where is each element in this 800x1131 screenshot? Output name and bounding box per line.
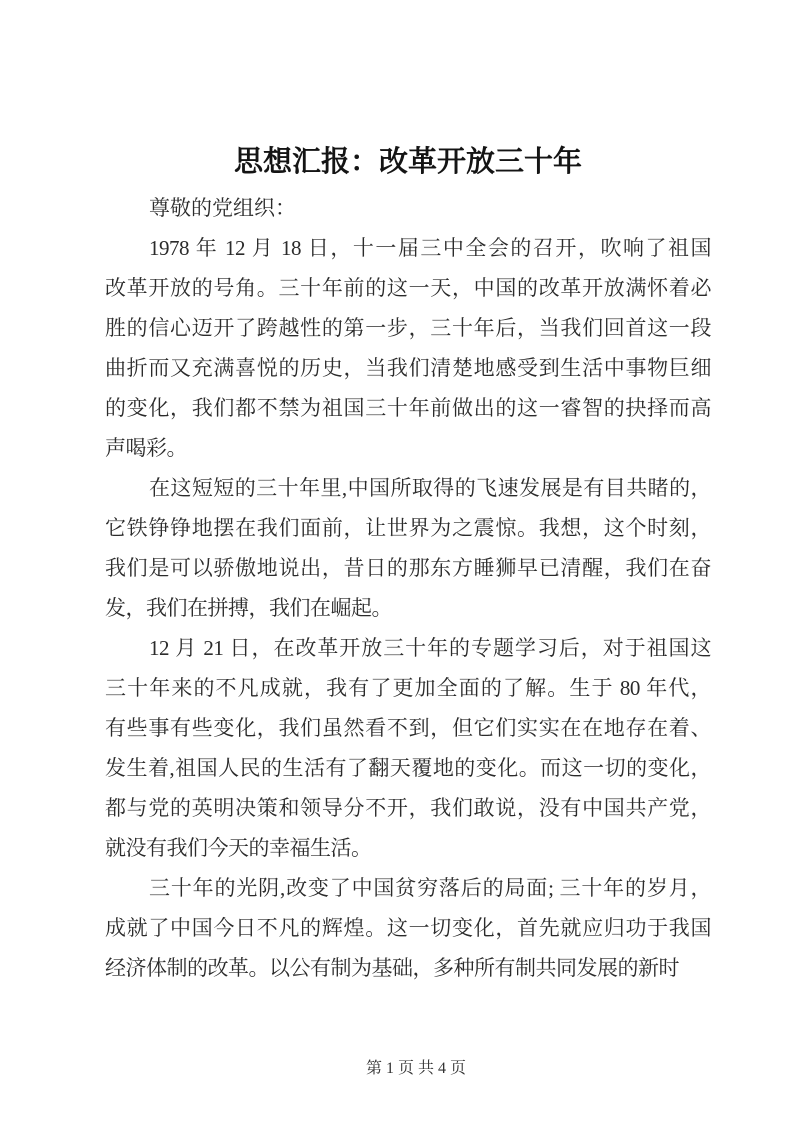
text-line: 的变化，我们都不禁为祖国三十年前做出的这一睿智的抉择而高 <box>105 396 711 420</box>
paragraph <box>105 628 711 868</box>
text-line: 有些事有些变化，我们虽然看不到，但它们实实在在地存在着、 <box>105 716 711 740</box>
text-line: 声喝彩。 <box>105 436 187 460</box>
text-line: 经济体制的改革。以公有制为基础，多种所有制共同发展的新时 <box>105 956 679 980</box>
page-footer <box>105 1036 711 1102</box>
text-line: 都与党的英明决策和领导分不开，我们敢说，没有中国共产党， <box>105 796 711 820</box>
page-number-label: 第 1 页 共 4 页 <box>365 1060 466 1077</box>
text-line: 发生着,祖国人民的生活有了翻天覆地的变化。而这一切的变化， <box>105 756 711 780</box>
text-line: 成就了中国今日不凡的辉煌。这一切变化，首先就应归功于我国 <box>105 916 711 940</box>
document-content <box>105 0 711 988</box>
text-line: 曲折而又充满喜悦的历史，当我们清楚地感受到生活中事物巨细 <box>105 356 711 380</box>
text-line: 在这短短的三十年里,中国所取得的飞速发展是有目共睹的， <box>149 476 711 500</box>
text-line: 胜的信心迈开了跨越性的第一步，三十年后，当我们回首这一段 <box>105 316 711 340</box>
salutation-line: 尊敬的党组织： <box>149 196 296 220</box>
document-title: 思想汇报：改革开放三十年 <box>233 146 582 178</box>
text-line: 改革开放的号角。三十年前的这一天，中国的改革开放满怀着必 <box>105 276 711 300</box>
paragraph <box>105 228 711 468</box>
text-line: 发，我们在拼搏，我们在崛起。 <box>105 596 392 620</box>
text-line: 1978 年 12 月 18 日，十一届三中全会的召开，吹响了祖国 <box>149 236 711 260</box>
text-line: 三十年的光阴,改变了中国贫穷落后的局面; 三十年的岁月， <box>149 876 711 900</box>
paragraph <box>105 468 711 628</box>
text-line: 它铁铮铮地摆在我们面前，让世界为之震惊。我想，这个时刻， <box>105 516 711 540</box>
text-line: 我们是可以骄傲地说出，昔日的那东方睡狮早已清醒，我们在奋 <box>105 556 711 580</box>
text-line: 就没有我们今天的幸福生活。 <box>105 836 372 860</box>
text-line: 三十年来的不凡成就，我有了更加全面的了解。生于 80 年代， <box>105 676 711 700</box>
paragraph <box>105 868 711 988</box>
text-line: 12 月 21 日，在改革开放三十年的专题学习后，对于祖国这 <box>149 636 711 660</box>
document-body <box>105 228 711 988</box>
